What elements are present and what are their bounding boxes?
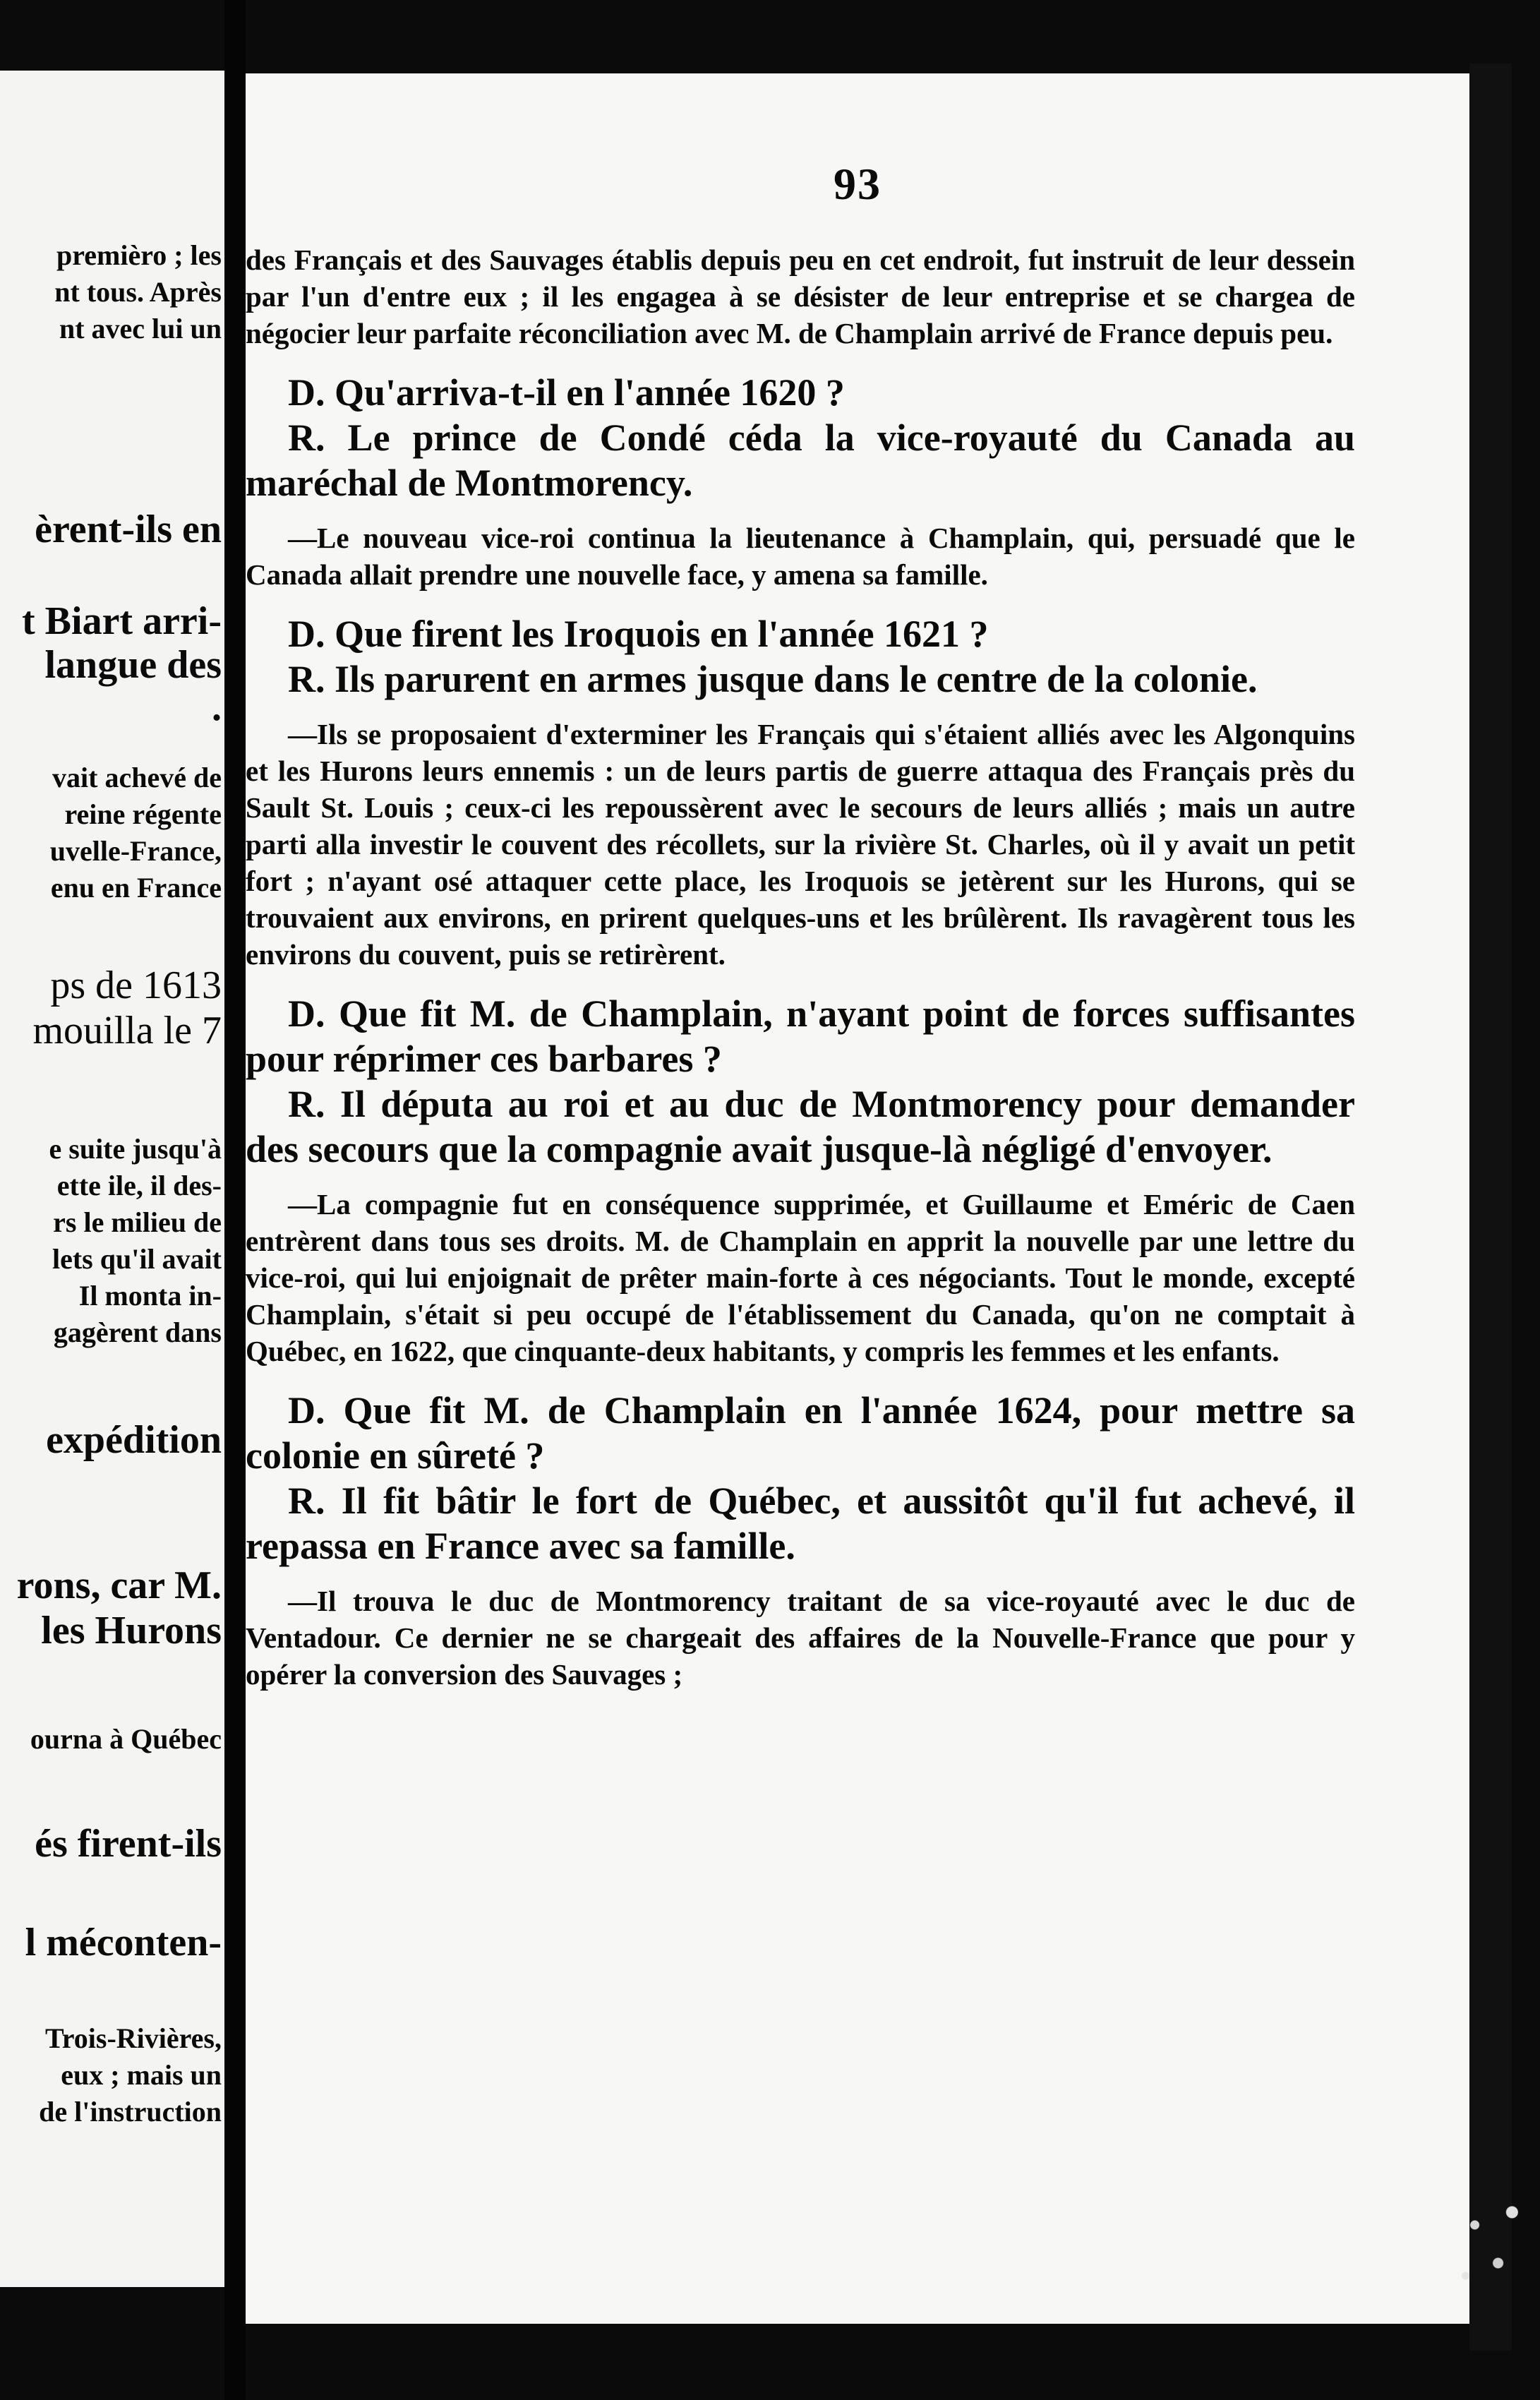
left-line: eux ; mais un: [61, 2059, 222, 2091]
left-line: vait achevé de: [52, 762, 222, 793]
left-line: ette ile, il des-: [56, 1170, 222, 1201]
answer-1621: R. Ils parurent en armes jusque dans le centre de la colonie.: [288, 658, 1258, 700]
question-1621: D. Que firent les Iroquois en l'année 1621 ?: [288, 613, 989, 655]
left-line: és firent-ils: [35, 1822, 222, 1866]
note-1624: —Il trouva le duc de Montmorency traitant de sa vice-royauté avec le duc de Ventadour. Ce dernier ne se chargeait des affaires de la Nouvelle-France que pour y opérer la conversion des Sauvages ;: [246, 1585, 1355, 1691]
intro-paragraph: des Français et des Sauvages établis depuis peu en cet endroit, fut instruit de leur dessein par l'un d'entre eux ; il les engagea à se désister de leur entreprise et se chargea de négocier leur parfaite réconciliation avec M. de Champlain arrivé de France depuis peu.: [246, 244, 1355, 349]
left-line: les Hurons: [41, 1609, 222, 1652]
question-1624: D. Que fit M. de Champlain en l'année 1624, pour mettre sa colonie en sûreté ?: [246, 1389, 1355, 1477]
left-line: ps de 1613: [50, 964, 222, 1007]
left-line: .: [212, 685, 222, 729]
left-line: Trois-Rivières,: [45, 2022, 222, 2054]
left-line: rs le milieu de: [53, 1206, 222, 1238]
left-line: ourna à Québec: [30, 1723, 222, 1755]
left-line: langue des: [44, 643, 222, 687]
left-line: de l'instruction: [39, 2096, 222, 2128]
left-line: èrent-ils en: [35, 508, 222, 551]
answer-champlain-forces: R. Il députa au roi et au duc de Montmorency pour demander des secours que la compagnie avait jusque-là négligé d'envoyer.: [246, 1083, 1355, 1170]
left-line: mouilla le 7: [32, 1009, 222, 1052]
left-line: nt tous. Après: [54, 276, 222, 308]
left-line: enu en France: [50, 872, 222, 904]
previous-page-fragment: [0, 71, 224, 2287]
note-1620: —Le nouveau vice-roi continua la lieutenance à Champlain, qui, persuadé que le Canada allait prendre une nouvelle face, y amena sa famille.: [246, 522, 1355, 591]
left-line: reine régente: [64, 798, 222, 830]
left-line: e suite jusqu'à: [49, 1133, 222, 1165]
left-line: l méconten-: [25, 1921, 222, 1964]
page-text: [246, 241, 1355, 1693]
left-line: nt avec lui un: [59, 313, 222, 344]
book-gutter: [224, 0, 246, 2400]
right-page-edge: [1469, 64, 1512, 2351]
note-1621: —Ils se proposaient d'exterminer les Français qui s'étaient alliés avec les Algonquins et les Hurons leurs ennemis : un de leurs partis de guerre attaqua des Français près du Sault St. Louis ; ceux-ci les repoussèrent avec le secours de leurs alliés ; mais un autre parti alla investir le couvent des récollets, sur la rivière St. Charles, où il y avait un petit fort ; n'ayant osé attaquer cette place, les Iroquois se jetèrent sur les Hurons, qui se trouvaient aux environs, en prirent quelques-uns et les brûlèrent. Ils ravagèrent tous les environs du couvent, puis se retirèrent.: [246, 718, 1355, 971]
left-line: premièro ; les: [56, 239, 222, 271]
left-line: t Biart arri-: [22, 599, 222, 643]
left-line: lets qu'il avait: [52, 1243, 222, 1275]
left-line: uvelle-France,: [49, 835, 222, 867]
page: [246, 73, 1469, 2324]
left-line: rons, car M.: [16, 1564, 222, 1607]
note-champlain-forces: —La compagnie fut en conséquence supprimée, et Guillaume et Eméric de Caen entrèrent dans tous ses droits. M. de Champlain en apprit la nouvelle par une lettre du vice-roi, qui lui enjoignait de prêter main-forte à ces négociants. Tout le monde, excepté Champlain, s'était si peu occupé de l'établissement du Canada, qu'on ne comptait à Québec, en 1622, que cinquante-deux habitants, y compris les femmes et les enfants.: [246, 1188, 1355, 1367]
answer-1624: R. Il fit bâtir le fort de Québec, et aussitôt qu'il fut achevé, il repassa en France avec sa famille.: [246, 1480, 1355, 1567]
question-champlain-forces: D. Que fit M. de Champlain, n'ayant point de forces suffisantes pour réprimer ces barbares ?: [246, 992, 1355, 1080]
left-line: expédition: [46, 1418, 222, 1462]
page-number: 93: [834, 159, 882, 209]
left-line: Il monta in-: [78, 1280, 222, 1312]
answer-1620: R. Le prince de Condé céda la vice-royauté du Canada au maréchal de Montmorency.: [246, 416, 1355, 504]
question-1620: D. Qu'arriva-t-il en l'année 1620 ?: [288, 371, 845, 414]
left-line: gagèrent dans: [53, 1316, 222, 1348]
paper-damage: [1447, 2174, 1540, 2301]
